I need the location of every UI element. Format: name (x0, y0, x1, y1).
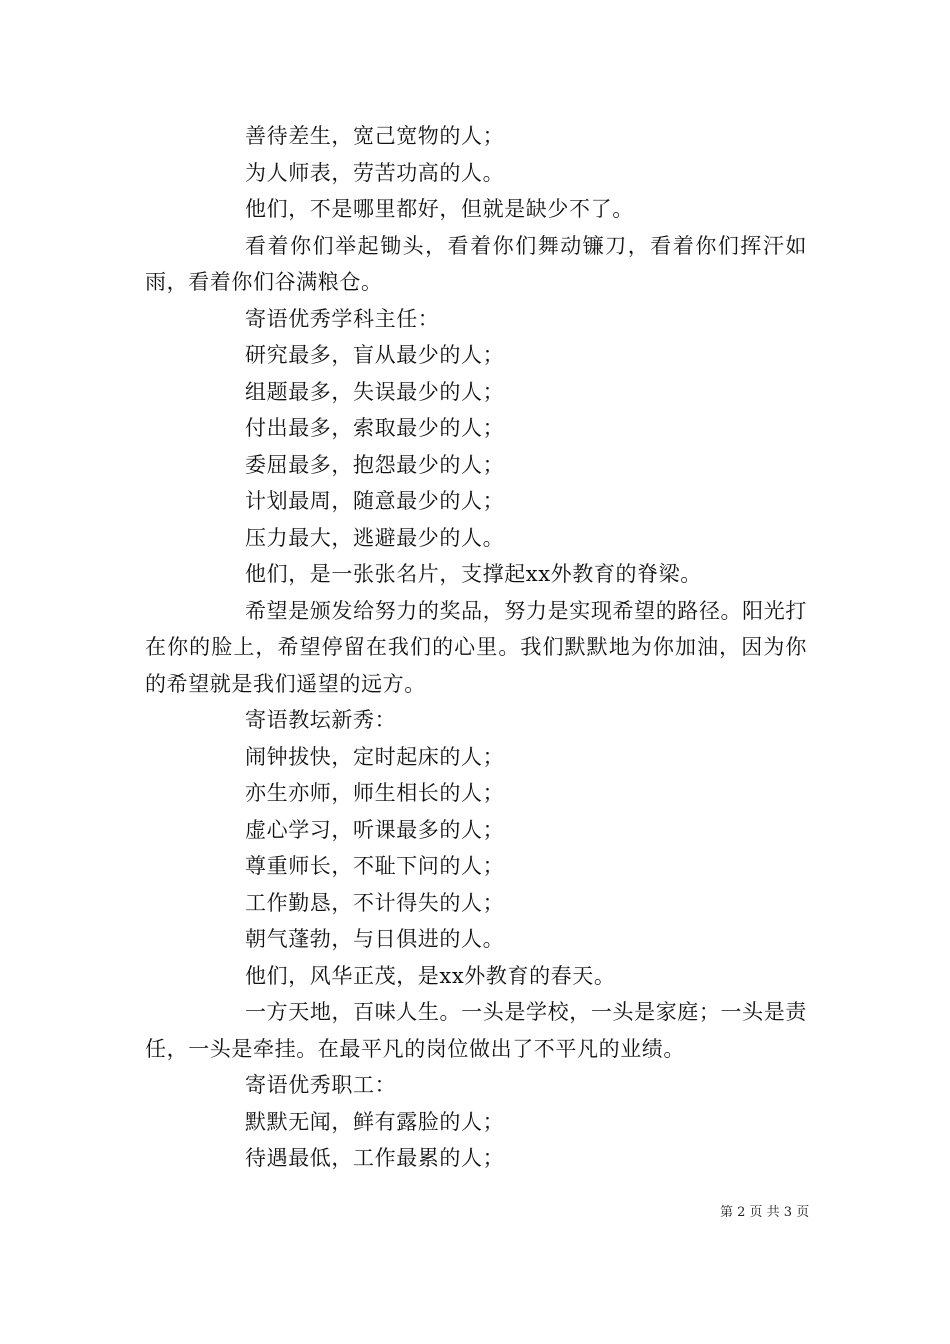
paragraph: 他们，不是哪里都好，但就是缺少不了。 (245, 197, 634, 221)
paragraph: 委屈最多，抱怨最少的人； (245, 452, 505, 477)
paragraph: 尊重师长，不耻下问的人； (245, 854, 505, 878)
paragraph: 默默无闻，鲜有露脸的人； (245, 1109, 505, 1134)
document-body (145, 118, 807, 1177)
page-number-footer: 第 2 页 共 3 页 (720, 1205, 810, 1220)
paragraph: 研究最多，盲从最少的人； (245, 343, 505, 367)
paragraph: 计划最周，随意最少的人； (245, 489, 505, 513)
paragraph: 善待差生，宽己宽物的人； (245, 124, 505, 148)
paragraph: 希望是颁发给努力的奖品，努力是实现希望的路径。阳光打在你的脸上，希望停留在我们的心里。我们默默地为你加油，因为你的希望就是我们遥望的远方。 (145, 598, 807, 696)
paragraph: 待遇最低，工作最累的人； (245, 1146, 505, 1170)
paragraph: 付出最多，索取最少的人； (245, 416, 505, 440)
section-heading: 寄语优秀学科主任： (245, 306, 440, 331)
paragraph: 闹钟拔快，定时起床的人； (245, 744, 505, 769)
section-heading: 寄语优秀职工： (245, 1073, 397, 1097)
paragraph: 一方天地，百味人生。一头是学校，一头是家庭；一头是责任，一头是牵挂。在最平凡的岗位做出了不平凡的业绩。 (145, 1000, 807, 1061)
paragraph: 工作勤恳，不计得失的人； (245, 890, 505, 915)
paragraph: 他们，风华正茂，是xx外教育的春天。 (245, 963, 616, 988)
paragraph: 虚心学习，听课最多的人； (245, 817, 505, 842)
paragraph: 朝气蓬勃，与日俱进的人。 (245, 927, 505, 951)
paragraph: 看着你们举起锄头，看着你们舞动镰刀，看着你们挥汗如雨，看着你们谷满粮仓。 (145, 233, 807, 294)
section-heading: 寄语教坛新秀： (245, 708, 397, 732)
paragraph: 组题最多，失误最少的人； (245, 379, 505, 404)
paragraph: 为人师表，劳苦功高的人。 (245, 160, 505, 185)
paragraph: 压力最大，逃避最少的人。 (245, 525, 505, 550)
paragraph: 亦生亦师，师生相长的人； (245, 781, 505, 805)
paragraph: 他们，是一张张名片，支撑起xx外教育的脊梁。 (245, 562, 702, 586)
